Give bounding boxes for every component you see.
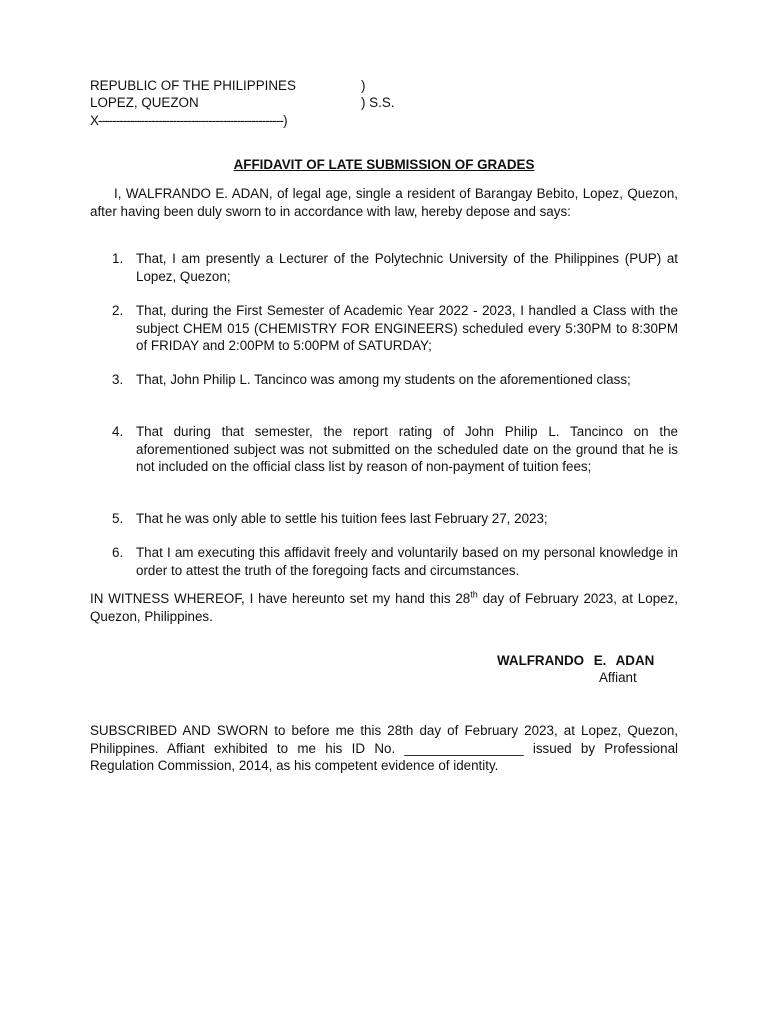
item-number: 4. (112, 424, 124, 439)
venue-municipality: LOPEZ, QUEZON (90, 95, 199, 110)
venue-bracket-1: ) (361, 78, 366, 93)
item-text: That during that semester, the report rating of John Philip L. Tancinco on the aforementioned subject was not submitted on the scheduled date on the ground that he is not included on the official class list by reason of non-payment of tuition fees; (136, 424, 678, 474)
list-item (112, 371, 678, 389)
list-item (112, 302, 678, 355)
intro-paragraph: I, WALFRANDO E. ADAN, of legal age, single a resident of Barangay Bebito, Lopez, Quezon, after having been duly sworn to in accordance with law, hereby depose and says: (90, 186, 678, 219)
venue-republic: REPUBLIC OF THE PHILIPPINES (90, 78, 296, 93)
document-title: AFFIDAVIT OF LATE SUBMISSION OF GRADES (233, 157, 535, 172)
item-number: 2. (112, 303, 124, 318)
venue-ss: ) S.S. (361, 95, 395, 110)
list-item (112, 423, 678, 476)
affiant-name: WALFRANDO E. ADAN (497, 653, 655, 668)
jurat-paragraph: SUBSCRIBED AND SWORN to before me this 28th day of February 2023, at Lopez, Quezon, Philippines. Affiant exhibited to me his ID No. ________________ issued by Professional Regulation Commission, 2014, as his competent evidence of identity. (90, 723, 678, 773)
item-number: 6. (112, 545, 124, 560)
witness-clause (90, 590, 678, 625)
item-text: That, John Philip L. Tancinco was among my students on the aforementioned class; (136, 372, 631, 387)
item-text: That he was only able to settle his tuition fees last February 27, 2023; (136, 511, 548, 526)
item-number: 1. (112, 251, 124, 266)
item-text: That, during the First Semester of Academic Year 2022 - 2023, I handled a Class with the subject CHEM 015 (CHEMISTRY FOR ENGINEERS) scheduled every 5:30PM to 8:30PM of FRIDAY and 2:00PM to 5:00PM of SATURDAY; (136, 303, 678, 353)
list-item (112, 510, 678, 528)
affiant-label: Affiant (599, 670, 637, 685)
item-number: 3. (112, 372, 124, 387)
witness-text-start: IN WITNESS WHEREOF, I have hereunto set my hand this 28 (90, 591, 471, 606)
item-number: 5. (112, 511, 124, 526)
list-item (112, 250, 678, 285)
list-item (112, 544, 678, 579)
item-text: That I am executing this affidavit freely and voluntarily based on my personal knowledge in order to attest the truth of the foregoing facts and circumstances. (136, 545, 678, 578)
item-text: That, I am presently a Lecturer of the Polytechnic University of the Philippines (PUP) at Lopez, Quezon; (136, 251, 678, 284)
venue-separator: X----------------------------------------------------) (90, 113, 287, 128)
witness-text-end: day of February 2023, at Lopez, Quezon, Philippines. (90, 591, 679, 624)
ordinal-suffix: th (470, 589, 478, 600)
